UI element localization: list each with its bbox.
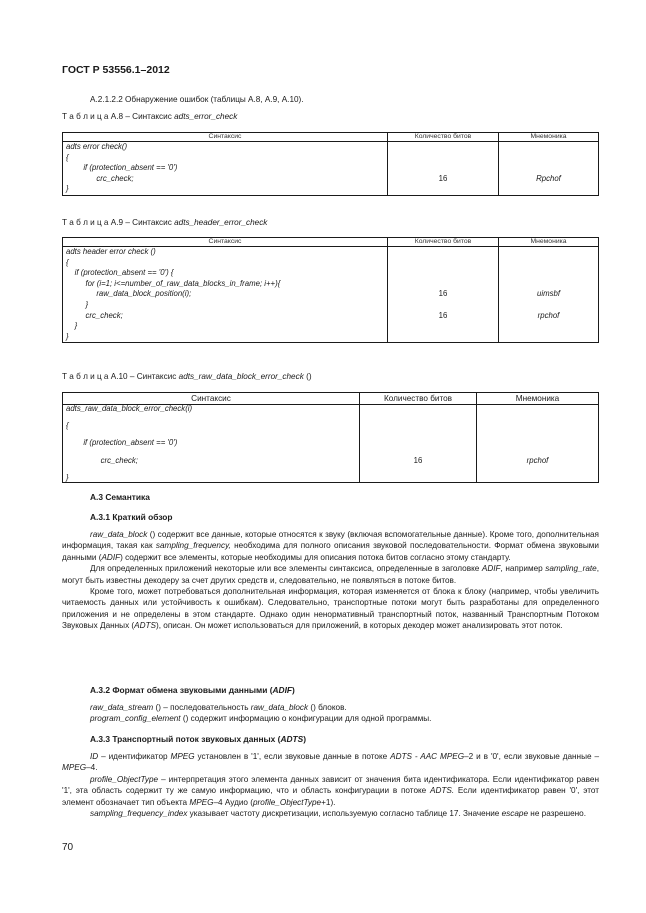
caption-name: adts_raw_data_block_error_check [178, 372, 304, 381]
term: raw_data_block [90, 530, 148, 539]
heading-text: А.3.3 Транспортный поток звуковых данных ( [90, 734, 281, 744]
term: profile_ObjectType [252, 797, 322, 807]
text: – интерпретация этого элемента данных зависит от значения бита идентификатора. Если идентификатор равен '1', эта область содержит ту же самую информацию, что и область конфигурации в потоке [62, 774, 599, 796]
term: ADTS [134, 621, 157, 631]
mnemonic-cell: Rpchof [499, 142, 599, 196]
term: ADTS. [430, 786, 455, 796]
text: () содержит информацию о конфигурации для одной программы. [180, 714, 432, 724]
term: ID [90, 752, 99, 761]
text: +1). [321, 797, 336, 807]
header-bits: Количество битов [388, 238, 499, 247]
section-a31-body [62, 529, 599, 632]
text: не разрешено. [528, 809, 587, 819]
section-a33-heading [90, 734, 306, 744]
term: ADTS - AAC MPEG [390, 752, 465, 761]
term: escape [501, 809, 529, 819]
section-a32-heading [90, 685, 295, 695]
bits-cell: 16 [388, 142, 499, 196]
text: – идентификатор [98, 752, 171, 761]
text: Для определенных приложений некоторые или все элементы синтаксиса, определенные в заголовке [90, 564, 482, 574]
header-syntax: Синтаксис [63, 238, 388, 247]
text: Если идентификатор равен '0', этот элемент обозначает тип объекта [62, 786, 600, 807]
document-id: ГОСТ Р 53556.1–2012 [62, 64, 170, 76]
term: sampling_frequency, [155, 541, 231, 551]
text: –4 Аудио ( [213, 797, 253, 807]
caption-prefix: Т а б л и ц а А.8 – Синтаксис [62, 112, 175, 121]
text: Кроме того, может потребоваться дополнительная информация, которая изменяется от блока к блоку (например, чтобы увеличить читаемость данных или устойчивость к ошибкам). Следовательно, транспортные потоки могут быть разработаны для определенного приложения и не определены в этом стандарте. Однако один ненормативный транспортный поток, названный Транспортным Потоком Звуковых Данных ( [62, 587, 599, 631]
term: ADIF [101, 552, 121, 562]
text: установлен в '1', если звуковые данные в потоке [194, 752, 391, 761]
text: () – последовательность [153, 703, 251, 712]
table-a10-caption [62, 372, 312, 381]
term: MPEG [62, 763, 87, 773]
paragraph [62, 774, 599, 808]
header-bits: Количество битов [388, 133, 499, 142]
mnemonic-cell: uimsbf rpchof [499, 247, 599, 343]
intro-line: А.2.1.2.2 Обнаружение ошибок (таблицы А.8, А.9, А.10). [90, 95, 304, 104]
header-mnemonic: Мнемоника [499, 133, 599, 142]
paragraph [62, 808, 599, 819]
paragraph [62, 751, 599, 774]
heading-text: А.3.2 Формат обмена звуковыми данными ( [90, 685, 273, 695]
text: ) содержит все элементы, которые необходимы для описания потока битов согласно этому стандарту. [120, 552, 511, 562]
text: ), описан. Он может использоваться для приложений, в которых декодер может анализировать этот поток. [156, 621, 563, 631]
section-a32-body [62, 702, 599, 725]
bits-cell: 16 16 [388, 247, 499, 343]
heading-term: ADTS [280, 734, 304, 744]
term: sampling_frequency_index [90, 809, 188, 819]
text: необходима для полного описания звуковой последовательности. Формат обмена звуковыми данными ( [62, 541, 599, 562]
header-syntax: Синтаксис [63, 133, 388, 142]
caption-name: adts_header_error_check [174, 218, 268, 227]
term: profile_ObjectType [90, 774, 159, 784]
header-mnemonic: Мнемоника [499, 238, 599, 247]
section-a3-heading: А.3 Семантика [90, 492, 150, 502]
term: raw_data_stream [90, 703, 154, 712]
heading-text: ) [303, 734, 307, 744]
table-a10 [62, 392, 599, 483]
paragraph [62, 586, 599, 632]
paragraph [62, 702, 599, 713]
section-a33-body [62, 751, 599, 819]
caption-prefix: Т а б л и ц а А.10 – Синтаксис [62, 372, 179, 381]
mnemonic-cell: rpchof [477, 405, 599, 483]
paragraph [62, 563, 599, 586]
text: () содержит все данные, которые относятся к звуку (включая вспомогательные данные). Кроме того, дополнительная информация, такая как [62, 530, 599, 551]
heading-term: ADIF [272, 685, 293, 695]
page-number: 70 [62, 842, 74, 853]
term: raw_data_block [250, 703, 309, 712]
term: MPEG [170, 752, 195, 761]
section-a31-heading: А.3.1 Краткий обзор [90, 512, 173, 522]
caption-prefix: Т а б л и ц а А.9 – Синтаксис [62, 218, 175, 227]
term: program_config_element [90, 714, 181, 724]
text: , могут быть известны декодеру за счет других средств и, следовательно, не появляться в потоке битов. [62, 564, 599, 585]
header-bits: Количество битов [360, 393, 477, 405]
text: –4. [86, 763, 98, 773]
term: sampling_rate [545, 564, 597, 574]
text: () блоков. [308, 703, 347, 712]
table-a8 [62, 132, 599, 196]
text: указывает частоту дискретизации, используемую согласно таблице 17. Значение [187, 809, 502, 819]
syntax-code: adts error check() { if (protection_absent == '0') crc_check; } [63, 142, 388, 196]
term: MPEG [189, 797, 214, 807]
term: ADIF [481, 564, 501, 574]
bits-cell: 16 [360, 405, 477, 483]
header-mnemonic: Мнемоника [477, 393, 599, 405]
table-a9 [62, 237, 599, 343]
header-syntax: Синтаксис [63, 393, 360, 405]
table-a9-caption [62, 218, 267, 227]
syntax-code: adts_raw_data_block_error_check(i) { if (protection_absent == '0') crc_check; } [63, 405, 360, 483]
caption-name: adts_error_check [174, 112, 238, 121]
syntax-code: adts header error check () { if (protection_absent == '0') { for (i=1; i<=number_of_raw_data_blocks_in_frame; i++){ raw_data_block_position(i); } crc_check; } } [63, 247, 388, 343]
paragraph [62, 713, 599, 724]
text: , например [500, 564, 546, 574]
caption-suffix: () [303, 372, 312, 381]
heading-text: ) [292, 685, 295, 695]
text: –2 и в '0', если звуковые данные – [464, 752, 600, 761]
table-a8-caption [62, 112, 237, 121]
paragraph [62, 529, 599, 563]
